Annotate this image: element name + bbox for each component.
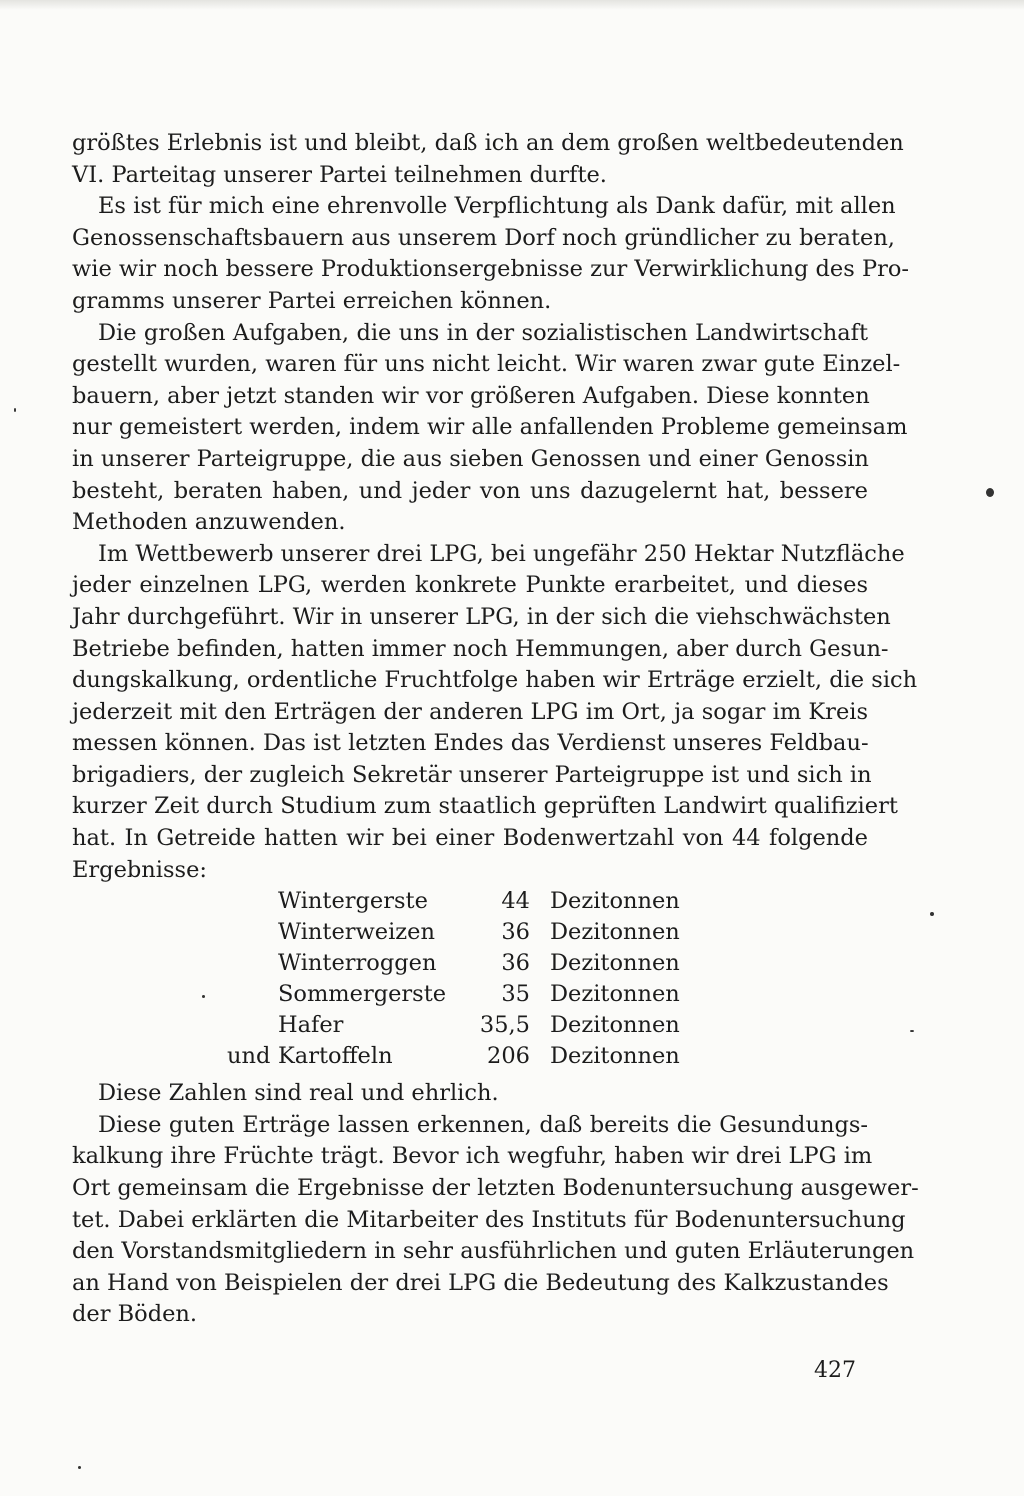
ink-speck bbox=[910, 1030, 914, 1032]
text-line: nur gemeistert werden, indem wir alle anfallenden Probleme gemeinsam bbox=[72, 414, 908, 441]
text-line: den Vorstandsmitgliedern in sehr ausführlichen und guten Erläuterungen bbox=[72, 1238, 915, 1265]
yield-crop: Hafer bbox=[278, 1012, 344, 1039]
yield-table bbox=[72, 886, 868, 1078]
yield-amount: 36 bbox=[501, 950, 530, 977]
yield-unit: Dezitonnen bbox=[550, 888, 680, 915]
text-line: gestellt wurden, waren für uns nicht leicht. Wir waren zwar gute Einzel- bbox=[72, 351, 901, 378]
yield-row bbox=[72, 979, 868, 1010]
text-line: der Böden. bbox=[72, 1301, 198, 1328]
text-line: jederzeit mit den Erträgen der anderen LPG im Ort, ja sogar im Kreis bbox=[72, 698, 868, 725]
yield-amount: 35 bbox=[501, 981, 530, 1008]
text-line: Es ist für mich eine ehrenvolle Verpflichtung als Dank dafür, mit allen bbox=[98, 193, 896, 220]
text-line: tet. Dabei erklärten die Mitarbeiter des Instituts für Bodenuntersuchung bbox=[72, 1206, 906, 1233]
body-text bbox=[72, 128, 919, 1331]
yield-crop: Kartoffeln bbox=[278, 1043, 393, 1070]
text-line: Betriebe befinden, hatten immer noch Hemmungen, aber durch Gesun- bbox=[72, 635, 889, 662]
text-line: wie wir noch bessere Produktionsergebnisse zur Verwirklichung des Pro- bbox=[72, 256, 909, 283]
yield-unit: Dezitonnen bbox=[550, 919, 680, 946]
page-top-edge bbox=[0, 0, 1024, 10]
yield-amount: 206 bbox=[487, 1043, 530, 1070]
yield-amount: 44 bbox=[501, 888, 530, 915]
text-line: Genossenschaftsbauern aus unserem Dorf noch gründlicher zu beraten, bbox=[72, 224, 895, 251]
text-line: messen können. Das ist letzten Endes das Verdienst unseres Feldbau- bbox=[72, 730, 869, 757]
text-line: an Hand von Beispielen der drei LPG die Bedeutung des Kalkzustandes bbox=[72, 1269, 889, 1296]
yield-crop: Wintergerste bbox=[278, 888, 428, 915]
text-line: jeder einzelnen LPG, werden konkrete Punkte erarbeitet, und dieses bbox=[72, 572, 868, 599]
yield-unit: Dezitonnen bbox=[550, 1012, 680, 1039]
text-line: hat. In Getreide hatten wir bei einer Bodenwertzahl von 44 folgende bbox=[72, 825, 868, 852]
yield-row bbox=[72, 948, 868, 979]
text-line: Die großen Aufgaben, die uns in der sozialistischen Landwirtschaft bbox=[98, 319, 868, 346]
yield-unit: Dezitonnen bbox=[550, 950, 680, 977]
text-line: gramms unserer Partei erreichen können. bbox=[72, 287, 552, 314]
text-line: brigadiers, der zugleich Sekretär unserer Parteigruppe ist und sich in bbox=[72, 761, 872, 788]
page-number: 427 bbox=[814, 1358, 856, 1383]
text-line: bauern, aber jetzt standen wir vor größeren Aufgaben. Diese konnten bbox=[72, 382, 870, 409]
ink-speck bbox=[930, 912, 934, 916]
text-line: Jahr durchgeführt. Wir in unserer LPG, in der sich die viehschwächsten bbox=[72, 603, 891, 630]
text-line: kurzer Zeit durch Studium zum staatlich geprüften Landwirt qualifiziert bbox=[72, 793, 898, 820]
yield-amount: 35,5 bbox=[479, 1012, 530, 1039]
text-line: kalkung ihre Früchte trägt. Bevor ich wegfuhr, haben wir drei LPG im bbox=[72, 1143, 873, 1170]
ink-speck bbox=[78, 1466, 81, 1469]
yield-crop: Sommergerste bbox=[278, 981, 447, 1008]
yield-unit: Dezitonnen bbox=[550, 1043, 680, 1070]
text-line: dungskalkung, ordentliche Fruchtfolge haben wir Erträge erzielt, die sich bbox=[72, 667, 918, 694]
yield-unit: Dezitonnen bbox=[550, 981, 680, 1008]
yield-crop: Winterweizen bbox=[278, 919, 435, 946]
text-line: Im Wettbewerb unserer drei LPG, bei ungefähr 250 Hektar Nutzfläche bbox=[98, 540, 905, 567]
text-line: Diese Zahlen sind real und ehrlich. bbox=[98, 1080, 499, 1107]
yield-amount: 36 bbox=[501, 919, 530, 946]
text-line: größtes Erlebnis ist und bleibt, daß ich an dem großen weltbedeutenden bbox=[72, 130, 904, 156]
ink-speck bbox=[202, 995, 205, 998]
text-line: Diese guten Erträge lassen erkennen, daß bereits die Gesundungs- bbox=[98, 1111, 868, 1138]
text-line: besteht, beraten haben, und jeder von uns dazugelernt hat, bessere bbox=[72, 477, 868, 504]
yield-prefix: und bbox=[227, 1043, 271, 1070]
yield-row bbox=[72, 1041, 868, 1072]
text-line: Ort gemeinsam die Ergebnisse der letzten Bodenuntersuchung ausgewer- bbox=[72, 1175, 919, 1202]
yield-crop: Winterroggen bbox=[278, 950, 437, 977]
text-line: in unserer Parteigruppe, die aus sieben Genossen und einer Genossin bbox=[72, 445, 869, 472]
yield-row bbox=[72, 886, 868, 917]
text-line: VI. Parteitag unserer Partei teilnehmen durfte. bbox=[72, 161, 607, 188]
yield-row bbox=[72, 917, 868, 948]
text-line: Ergebnisse: bbox=[72, 856, 207, 883]
yield-row bbox=[72, 1010, 868, 1041]
ink-speck bbox=[986, 488, 994, 497]
ink-speck bbox=[14, 408, 16, 412]
text-line: Methoden anzuwenden. bbox=[72, 509, 346, 536]
